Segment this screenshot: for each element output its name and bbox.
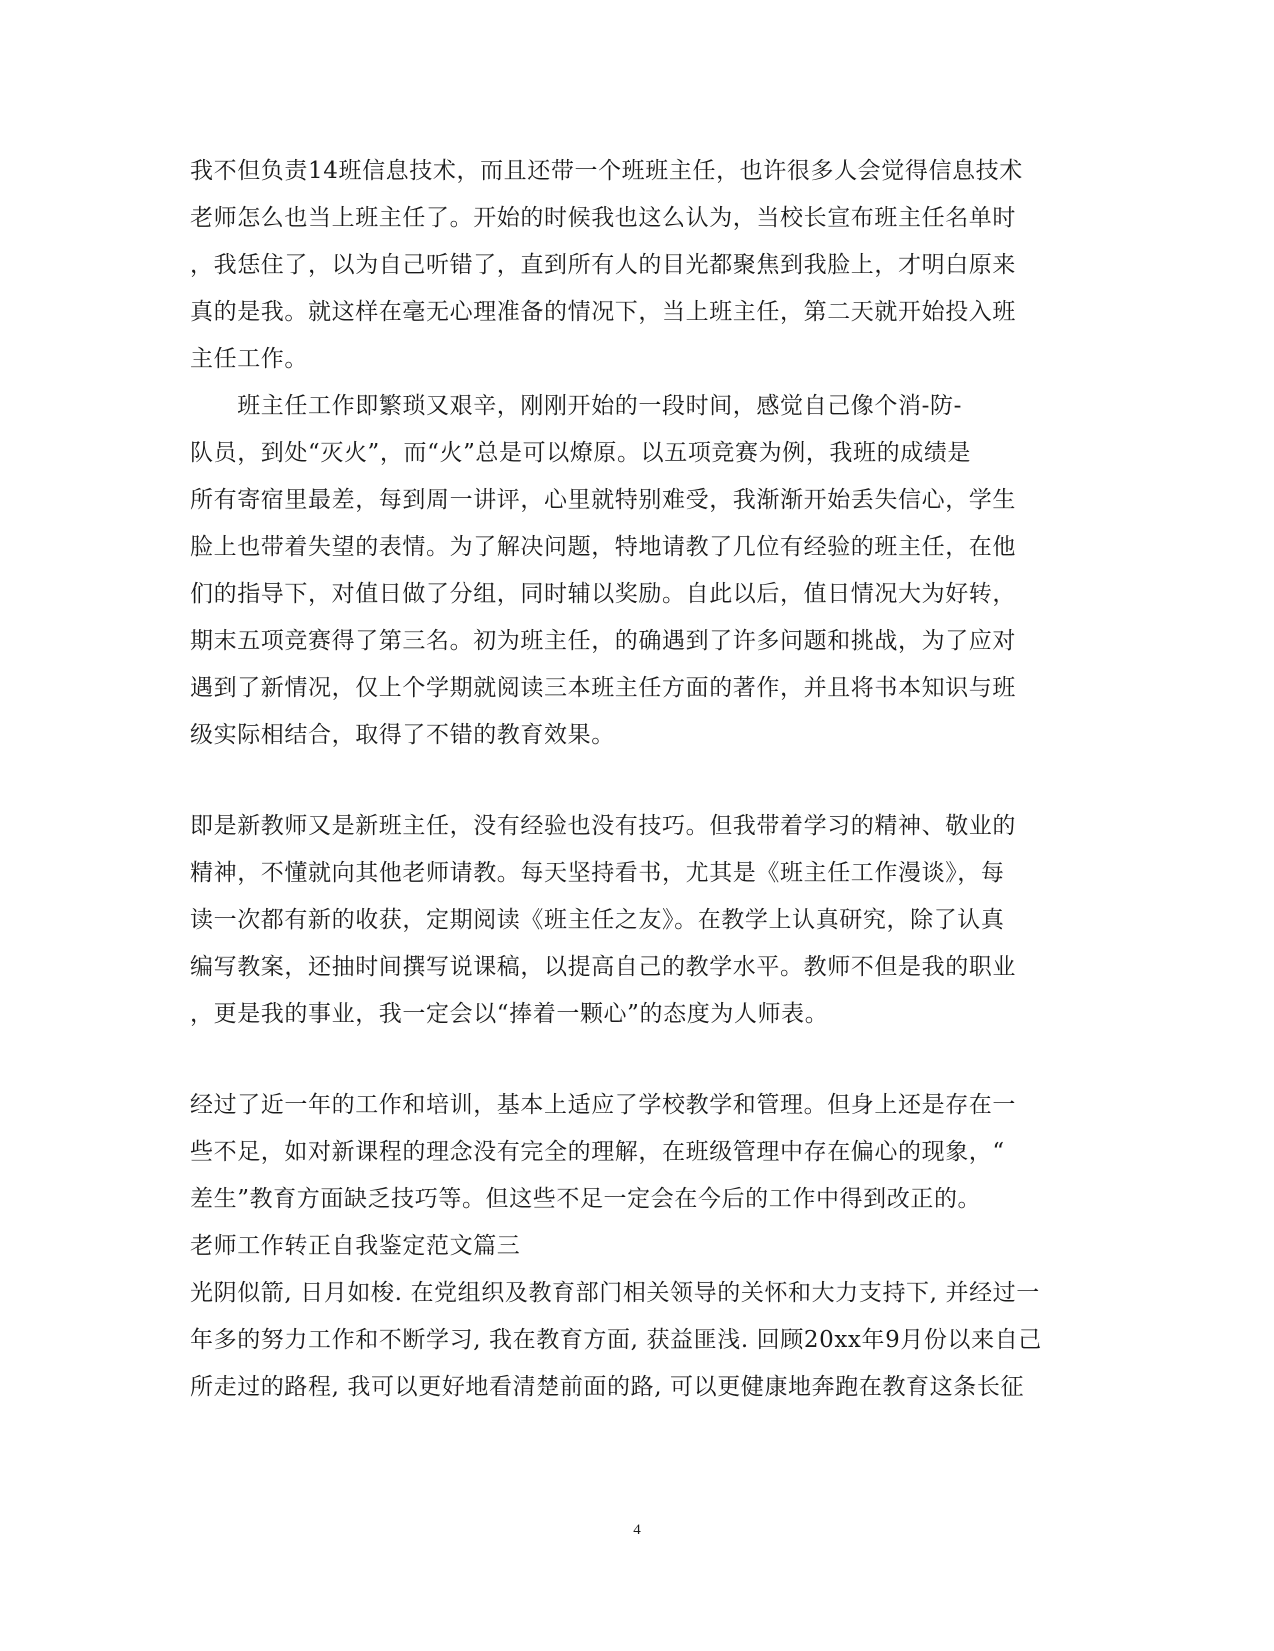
text-line: 队员，到处“灭火”，而“火”总是可以燎原。以五项竞赛为例，我班的成绩是: [190, 440, 972, 466]
text-line: ，我恁住了，以为自己听错了，直到所有人的目光都聚焦到我脸上，才明白原来: [190, 252, 1016, 278]
text-line: 读一次都有新的收获，定期阅读《班主任之友》。在教学上认真研究，除了认真: [190, 907, 1005, 933]
text-line: 们的指导下，对值日做了分组，同时辅以奖励。自此以后，值日情况大为好转，: [190, 581, 1016, 607]
text-line: 所有寄宿里最差，每到周一讲评，心里就特别难受，我渐渐开始丢失信心，学生: [190, 487, 1016, 513]
text-line: 编写教案，还抽时间撰写说课稿，以提高自己的教学水平。教师不但是我的职业: [190, 954, 1016, 980]
text-line: 精神，不懂就向其他老师请教。每天坚持看书，尤其是《班主任工作漫谈》，每: [190, 860, 1005, 886]
page-number: 4: [633, 1522, 641, 1538]
text-line: 脸上也带着失望的表情。为了解决问题，特地请教了几位有经验的班主任，在他: [190, 534, 1016, 560]
text-line: 差生”教育方面缺乏技巧等。但这些不足一定会在今后的工作中得到改正的。: [190, 1186, 982, 1212]
text-line: ，更是我的事业，我一定会以“捧着一颗心”的态度为人师表。: [190, 1001, 829, 1027]
text-line: 级实际相结合，取得了不错的教育效果。: [190, 722, 615, 748]
text-line: 真的是我。就这样在毫无心理准备的情况下，当上班主任，第二天就开始投入班: [190, 299, 1016, 325]
text-line: 主任工作。: [190, 346, 308, 372]
text-line: 经过了近一年的工作和培训，基本上适应了学校教学和管理。但身上还是存在一: [190, 1092, 1016, 1118]
text-line: 班主任工作即繁琐又艰辛，刚刚开始的一段时间，感觉自己像个消-防-: [190, 393, 962, 419]
text-line: 遇到了新情况，仅上个学期就阅读三本班主任方面的著作，并且将书本知识与班: [190, 675, 1016, 701]
text-line: 光阴似箭, 日月如梭. 在党组织及教育部门相关领导的关怀和大力支持下, 并经过一: [190, 1280, 1040, 1306]
text-line: 老师怎么也当上班主任了。开始的时候我也这么认为，当校长宣布班主任名单时: [190, 205, 1016, 231]
text-line: 即是新教师又是新班主任，没有经验也没有技巧。但我带着学习的精神、敬业的: [190, 813, 1016, 839]
text-line: 期末五项竞赛得了第三名。初为班主任，的确遇到了许多问题和挑战，为了应对: [190, 628, 1016, 654]
text-line: 些不足，如对新课程的理念没有完全的理解，在班级管理中存在偏心的现象，“: [190, 1139, 1005, 1165]
text-line: 年多的努力工作和不断学习, 我在教育方面, 获益匪浅. 回顾20xx年9月份以来自己: [190, 1327, 1042, 1353]
section-heading: 老师工作转正自我鉴定范文篇三: [190, 1233, 521, 1259]
text-line: 所走过的路程, 我可以更好地看清楚前面的路, 可以更健康地奔跑在教育这条长征: [190, 1374, 1025, 1400]
text-line: 我不但负责14班信息技术，而且还带一个班班主任，也许很多人会觉得信息技术: [190, 158, 1023, 184]
